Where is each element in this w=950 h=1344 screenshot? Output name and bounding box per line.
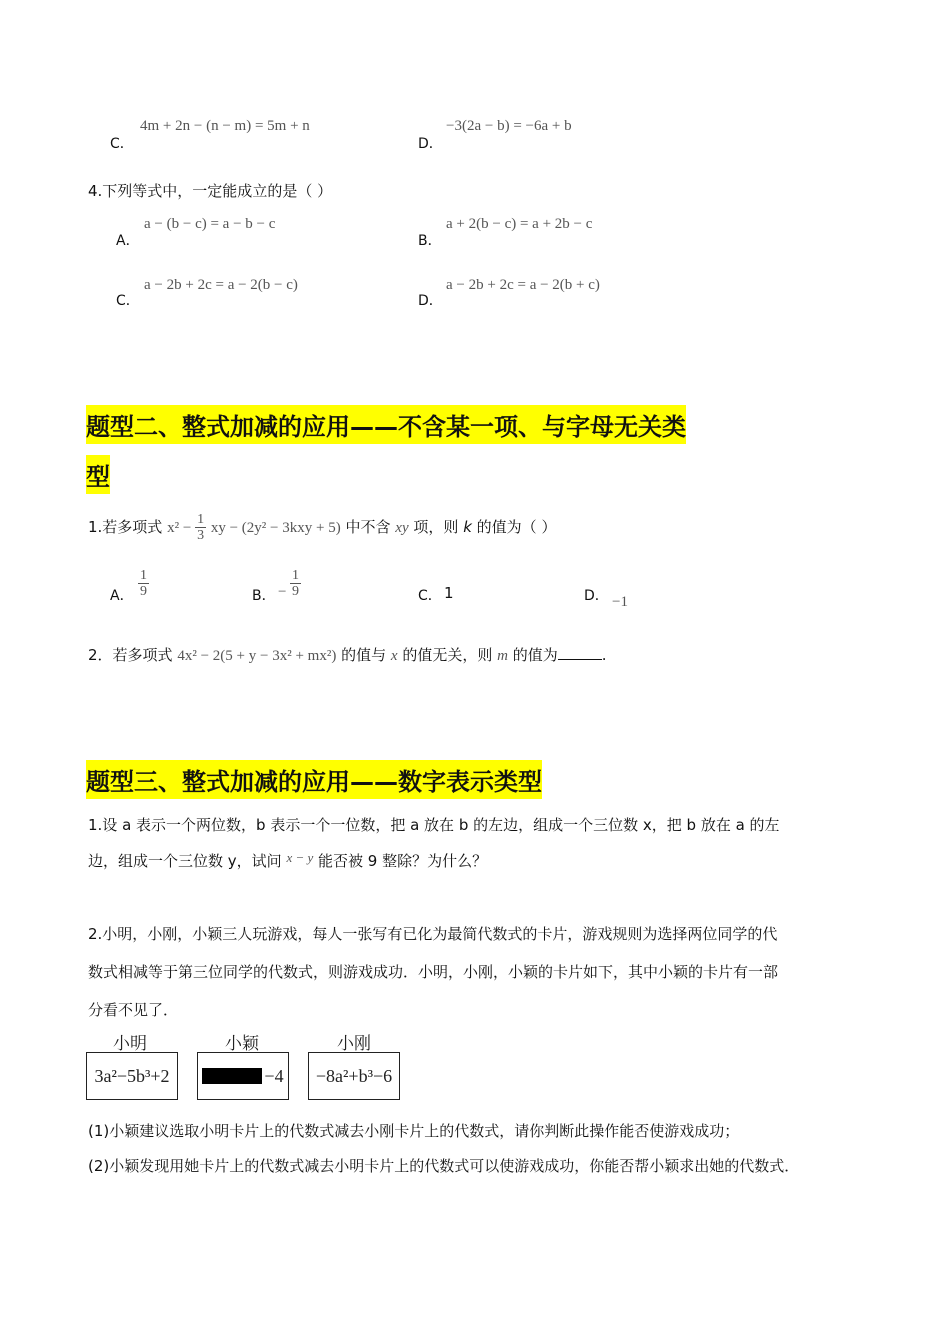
s2q2-mid-2: 的值无关，则	[402, 646, 493, 664]
q4-option-d-expression: a − 2b + 2c = a − 2(b + c)	[446, 277, 600, 293]
s3q1-line-2	[88, 850, 487, 871]
s2q1-mid-text: 中不含	[345, 518, 391, 536]
q4-option-b-label: B．	[418, 233, 442, 249]
s2q1-term: xy	[395, 520, 409, 536]
s3q2-sub-question-1: (1)小颖建议选取小明卡片上的代数式减去小刚卡片上的代数式，请你判断此操作能否使游戏成功；	[88, 1122, 740, 1140]
card-xiaoying-title: 小颖	[225, 1034, 259, 1053]
s2q1-option-d-label: D．	[584, 588, 609, 604]
s2q1-option-d-value: −1	[612, 594, 628, 610]
s3q1-line-2-start: 边，组成一个三位数 y，试问	[88, 852, 282, 870]
s2q2-prefix: 2．若多项式	[88, 646, 173, 664]
s2q2-end: 的值为	[512, 646, 558, 664]
option-d-expression: −3(2a − b) = −6a + b	[446, 118, 572, 134]
s3q1-line-1: 1.设 a 表示一个两位数，b 表示一个一位数，把 a 放在 b 的左边，组成一个三位数 x，把 b 放在 a 的左	[88, 816, 780, 834]
s2q1-option-b-label: B．	[252, 588, 276, 604]
s3q1-expression: x − y	[286, 850, 314, 865]
section-2-title-line-2: 型	[86, 455, 110, 494]
s2q1-option-a-numerator: 1	[140, 568, 147, 583]
s2q1-variable: k	[463, 518, 472, 536]
s2q1-fraction	[195, 512, 206, 543]
q4-option-c-label: C．	[116, 293, 140, 309]
s2q2-variable-m: m	[497, 648, 508, 664]
s2q2-answer-blank[interactable]	[558, 645, 602, 660]
section-3-title: 题型三、整式加减的应用——数字表示类型	[86, 760, 542, 799]
option-d-label: D．	[418, 136, 443, 152]
section-2-question-1	[88, 512, 556, 543]
s2q1-option-a-label: A．	[110, 588, 134, 604]
q4-option-a-label: A．	[116, 233, 140, 249]
card-xiaoying-hidden-part	[202, 1068, 262, 1084]
s2q1-option-b-denominator: 9	[292, 584, 299, 599]
q4-option-b-expression: a + 2(b − c) = a + 2b − c	[446, 216, 593, 232]
card-xiaogang	[308, 1052, 400, 1100]
section-2-title-line-1: 题型二、整式加减的应用——不含某一项、与字母无关类	[86, 405, 686, 444]
s2q1-expression-a: x² −	[167, 520, 196, 536]
s2q1-suffix: 项，则	[413, 518, 459, 536]
card-xiaoying	[197, 1052, 289, 1100]
s2q1-end: 的值为（ ）	[476, 518, 557, 536]
q4-option-c-expression: a − 2b + 2c = a − 2(b − c)	[144, 277, 298, 293]
s2q2-mid-1: 的值与	[341, 646, 387, 664]
option-c-expression: 4m + 2n − (n − m) = 5m + n	[140, 118, 310, 134]
card-xiaoming-expression: 3a²−5b³+2	[94, 1065, 170, 1086]
s2q1-option-a-fraction	[138, 568, 149, 599]
s3q2-line-1: 2.小明，小刚，小颖三人玩游戏，每人一张写有已化为最简代数式的卡片，游戏规则为选择两位同学的代	[88, 925, 778, 943]
card-xiaogang-expression: −8a²+b³−6	[315, 1065, 393, 1086]
s2q2-variable-x: x	[390, 648, 398, 664]
s2q1-option-b-fraction	[290, 568, 301, 599]
s2q2-expression: 4x² − 2(5 + y − 3x² + mx²)	[177, 648, 337, 664]
s2q1-option-b-numerator: 1	[292, 568, 299, 583]
card-xiaoming	[86, 1052, 178, 1100]
s2q1-option-b-sign: −	[278, 584, 287, 600]
s2q1-prefix: 1.若多项式	[88, 518, 163, 536]
card-xiaogang-title: 小刚	[337, 1034, 371, 1053]
s2q2-period: .	[601, 646, 607, 664]
s3q2-sub-question-2: (2)小颖发现用她卡片上的代数式减去小明卡片上的代数式可以使游戏成功，你能否帮小颖求出她的代数式．	[88, 1157, 800, 1175]
s3q2-line-3: 分看不见了．	[88, 1001, 179, 1019]
s2q1-option-c-value: 1	[444, 584, 454, 602]
s2q1-fraction-denominator: 3	[197, 528, 205, 543]
q4-option-a-expression: a − (b − c) = a − b − c	[144, 216, 276, 232]
s2q1-expression-b: xy − (2y² − 3kxy + 5)	[210, 520, 341, 536]
card-xiaoying-expression-tail: −4	[264, 1065, 284, 1086]
s3q2-line-2: 数式相减等于第三位同学的代数式，则游戏成功．小明，小刚，小颖的卡片如下，其中小颖的卡片有一部	[88, 963, 779, 981]
q4-option-d-label: D．	[418, 293, 443, 309]
s3q1-line-2-end: 能否被 9 整除？为什么？	[318, 852, 488, 870]
option-c-label: C．	[110, 136, 134, 152]
s2q1-option-c-label: C．	[418, 588, 442, 604]
s2q1-option-a-denominator: 9	[140, 584, 147, 599]
question-4-stem: 4.下列等式中，一定能成立的是（ ）	[88, 182, 333, 200]
card-xiaoming-title: 小明	[113, 1034, 147, 1053]
s2q1-fraction-numerator: 1	[197, 512, 205, 527]
section-2-question-2	[88, 644, 607, 665]
